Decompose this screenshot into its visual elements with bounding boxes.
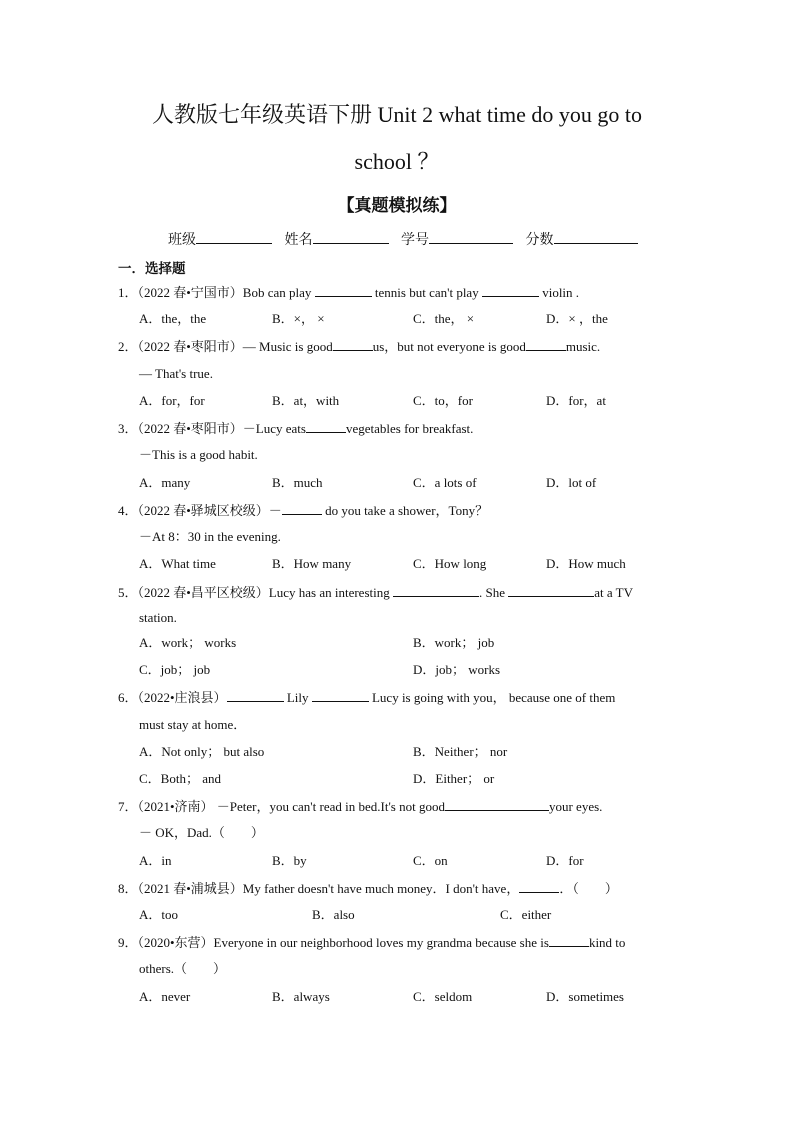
question-text: 7．（2021•济南） －Peter，you can't read in bed.It's not good	[118, 799, 445, 814]
question-9	[118, 934, 625, 951]
name-label: 姓名	[284, 233, 313, 248]
question-text: 4．（2022 春•驿城区校级）－	[118, 503, 282, 518]
question-text: . She	[479, 585, 509, 600]
question-text: 6．（2022•庄浪县）	[118, 690, 227, 705]
question-text: kind to	[588, 935, 626, 950]
id-label: 学号	[401, 233, 429, 248]
option-c: C．How long	[413, 556, 487, 571]
question-text: tennis but can't play	[371, 285, 482, 300]
question-3	[118, 420, 473, 437]
question-text: Lucy is going with you， because one of them	[368, 690, 616, 705]
question-text: your eyes.	[548, 799, 603, 814]
document-title-line1: 人教版七年级英语下册 Unit 2 what time do you go to	[151, 102, 643, 127]
option-a: A．too	[139, 907, 179, 922]
question-7-response: － OK，Dad.（ ）	[139, 825, 264, 840]
answer-blank	[227, 689, 284, 702]
question-6	[118, 689, 615, 706]
score-blank	[554, 229, 638, 244]
document-subtitle: 【真题模拟练】	[337, 196, 457, 216]
student-info-row	[168, 229, 647, 249]
answer-blank	[526, 338, 566, 351]
option-d: D．How much	[546, 556, 626, 571]
question-2-response: — That's true.	[139, 366, 213, 381]
option-b: B．also	[312, 907, 355, 922]
option-c: C．either	[500, 907, 552, 922]
option-b: B．at，with	[272, 393, 340, 408]
answer-blank	[549, 934, 589, 947]
answer-blank	[315, 284, 372, 297]
option-b: B．×， ×	[272, 311, 325, 326]
option-b: B．How many	[272, 556, 352, 571]
option-b: B．much	[272, 475, 323, 490]
question-text: Lily	[283, 690, 312, 705]
option-d: D．for，at	[546, 393, 606, 408]
question-8	[118, 880, 618, 897]
question-text: 3．（2022 春•枣阳市）－Lucy eats	[118, 421, 306, 436]
question-text: 1．（2022 春•宁国市）Bob can play	[118, 285, 315, 300]
id-blank	[429, 229, 513, 244]
answer-blank	[306, 420, 346, 433]
answer-blank	[482, 284, 539, 297]
answer-blank	[312, 689, 369, 702]
question-text: ．（ ）	[559, 881, 618, 896]
class-label: 班级	[168, 233, 196, 248]
option-b: B．Neither； nor	[413, 744, 508, 759]
question-6-continued: must stay at home．	[139, 717, 247, 732]
answer-blank	[282, 502, 322, 515]
question-text: 2．（2022 春•枣阳市）— Music is good	[118, 339, 333, 354]
option-a: A．Not only； but also	[139, 744, 265, 759]
answer-blank	[445, 798, 549, 811]
answer-blank	[333, 338, 373, 351]
option-c: C．job； job	[139, 662, 211, 677]
option-d: D．× ，the	[546, 311, 608, 326]
question-text: 5．（2022 春•昌平区校级）Lucy has an interesting	[118, 585, 393, 600]
answer-blank	[393, 584, 479, 597]
option-d: D．for	[546, 853, 584, 868]
question-3-response: －This is a good habit.	[139, 447, 258, 462]
option-c: C．seldom	[413, 989, 473, 1004]
question-text: 9．（2020•东营）Everyone in our neighborhood loves my grandma because she is	[118, 935, 549, 950]
option-a: A．many	[139, 475, 191, 490]
class-blank	[196, 229, 272, 244]
section-title: 一．选择题	[118, 261, 186, 277]
option-d: D．job； works	[413, 662, 501, 677]
option-a: A．never	[139, 989, 191, 1004]
option-d: D．sometimes	[546, 989, 624, 1004]
answer-blank	[508, 584, 594, 597]
answer-blank	[519, 880, 559, 893]
name-blank	[313, 229, 389, 244]
question-text: 8．（2021 春•浦城县）My father doesn't have much money．I don't have，	[118, 881, 520, 896]
question-text: us，but not everyone is good	[372, 339, 526, 354]
option-c: C．on	[413, 853, 448, 868]
question-text: music.	[565, 339, 601, 354]
option-b: B．always	[272, 989, 330, 1004]
option-d: D．Either； or	[413, 771, 495, 786]
option-c: C．Both； and	[139, 771, 221, 786]
option-a: A．the，the	[139, 311, 207, 326]
question-4	[118, 502, 488, 519]
option-b: B．by	[272, 853, 307, 868]
question-text: vegetables for breakfast.	[345, 421, 474, 436]
question-7	[118, 798, 602, 815]
question-text: do you take a shower，Tony？	[321, 503, 489, 518]
question-2	[118, 338, 600, 355]
option-b: B．work； job	[413, 635, 495, 650]
question-1	[118, 284, 579, 301]
option-a: A．for，for	[139, 393, 205, 408]
question-text: violin .	[538, 285, 580, 300]
question-4-response: －At 8：30 in the evening.	[139, 529, 281, 544]
option-c: C．the， ×	[413, 311, 475, 326]
question-5-continued: station.	[139, 610, 177, 625]
option-a: A．in	[139, 853, 172, 868]
option-d: D．lot of	[546, 475, 597, 490]
option-c: C．to，for	[413, 393, 473, 408]
option-a: A．What time	[139, 556, 216, 571]
option-c: C．a lots of	[413, 475, 477, 490]
question-text: at a TV	[594, 585, 633, 600]
question-5	[118, 584, 633, 601]
option-a: A．work； works	[139, 635, 237, 650]
document-title-line2: school ？	[354, 149, 440, 174]
question-9-continued: others.（ ）	[139, 961, 227, 976]
score-label: 分数	[525, 233, 554, 248]
